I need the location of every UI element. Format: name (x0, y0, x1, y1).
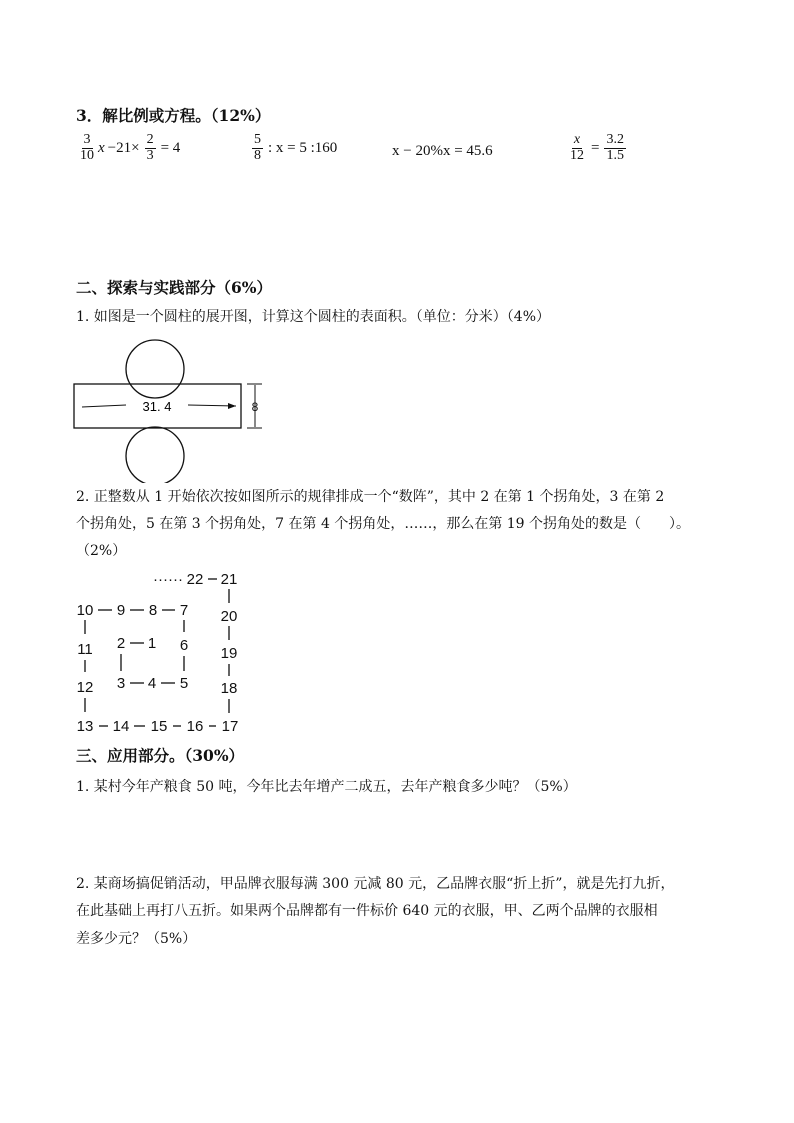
part-3-question-2-line-2: 在此基础上再打八五折。如果两个品牌都有一件标价 640 元的衣服，甲、乙两个品牌的衣服相 (76, 903, 658, 919)
spiral-number-18: 18 (220, 680, 238, 697)
spiral-number-10: 10 (76, 602, 94, 619)
spiral-number-5: 5 (179, 675, 189, 692)
part-2-question-2-line-1: 2. 正整数从 1 开始依次按如图所示的规律排成一个“数阵”，其中 2 在第 1 个拐角处，3 在第 2 (76, 489, 665, 505)
spiral-number-4: 4 (147, 675, 157, 692)
part-3-question-1: 1. 某村今年产粮食 50 吨，今年比去年增产二成五，去年产粮食多少吨？（5%） (76, 779, 577, 795)
spiral-number-7: 7 (179, 602, 189, 619)
fraction-2-3: $\frac{2}{3}$ (146, 132, 154, 163)
fraction-3.2-1.5: $\frac{3.2}{1.5}$ (606, 132, 624, 163)
spiral-number-19: 19 (220, 645, 238, 662)
height-label: 8 (251, 400, 259, 414)
fraction-5-8: $\frac{5}{8}$ (254, 132, 261, 163)
spiral-number-6: 6 (179, 637, 189, 654)
spiral-number-13: 13 (76, 718, 94, 735)
spiral-number-16: 16 (186, 718, 204, 735)
number-spiral-figure (70, 568, 250, 738)
bottom-circle (126, 427, 184, 483)
spiral-number-3: 3 (116, 675, 126, 692)
section-3-title: 3．解比例或方程。（12%） (76, 106, 271, 125)
spiral-number-22: 22 (186, 571, 204, 588)
part-2-question-2-line-3: （2%） (76, 543, 127, 559)
spiral-number-15: 15 (150, 718, 168, 735)
spiral-dots: ······ (153, 571, 183, 588)
arrow-head-right (228, 403, 236, 409)
part-3-question-2-line-1: 2. 某商场搞促销活动，甲品牌衣服每满 300 元减 80 元，乙品牌衣服“折上折”，就是先打九折， (76, 876, 675, 892)
part-2-question-2-line-2: 个拐角处，5 在第 3 个拐角处，7 在第 4 个拐角处，……，那么在第 19 个拐角处的数是（ ）。 (76, 516, 691, 532)
spiral-number-9: 9 (116, 602, 126, 619)
spiral-number-12: 12 (76, 679, 94, 696)
spiral-number-14: 14 (112, 718, 130, 735)
part-2-question-1: 1. 如图是一个圆柱的展开图，计算这个圆柱的表面积。（单位：分米）（4%） (76, 309, 551, 325)
spiral-number-1: 1 (147, 635, 157, 652)
equation-3: x − 20%x = 45.6 (392, 143, 493, 159)
equation-4: $\frac{x}{12}$ = $\frac{3.2}{1.5}$ (570, 132, 624, 163)
part-3-title: 三、应用部分。（30%） (76, 746, 245, 765)
spiral-number-11: 11 (77, 641, 93, 658)
spiral-number-8: 8 (148, 602, 158, 619)
length-dimension-left (82, 405, 126, 407)
length-label: 31. 4 (142, 399, 172, 414)
fraction-x-12: $\frac{x}{12}$ (570, 132, 584, 163)
equation-1: $\frac{3}{10}$ x −21× $\frac{2}{3}$ = 4 (80, 132, 181, 163)
part-2-title: 二、探索与实践部分（6%） (76, 278, 273, 297)
equation-2: $\frac{5}{8}$ : x = 5 :160 (254, 132, 338, 163)
spiral-number-20: 20 (220, 608, 238, 625)
spiral-number-17: 17 (221, 718, 239, 735)
top-circle (126, 340, 184, 398)
spiral-number-2: 2 (116, 635, 126, 652)
cylinder-net-figure (70, 333, 270, 483)
fraction-3-10: $\frac{3}{10}$ (80, 132, 94, 163)
part-3-question-2-line-3: 差多少元？（5%） (76, 931, 197, 947)
spiral-number-21: 21 (220, 571, 238, 588)
